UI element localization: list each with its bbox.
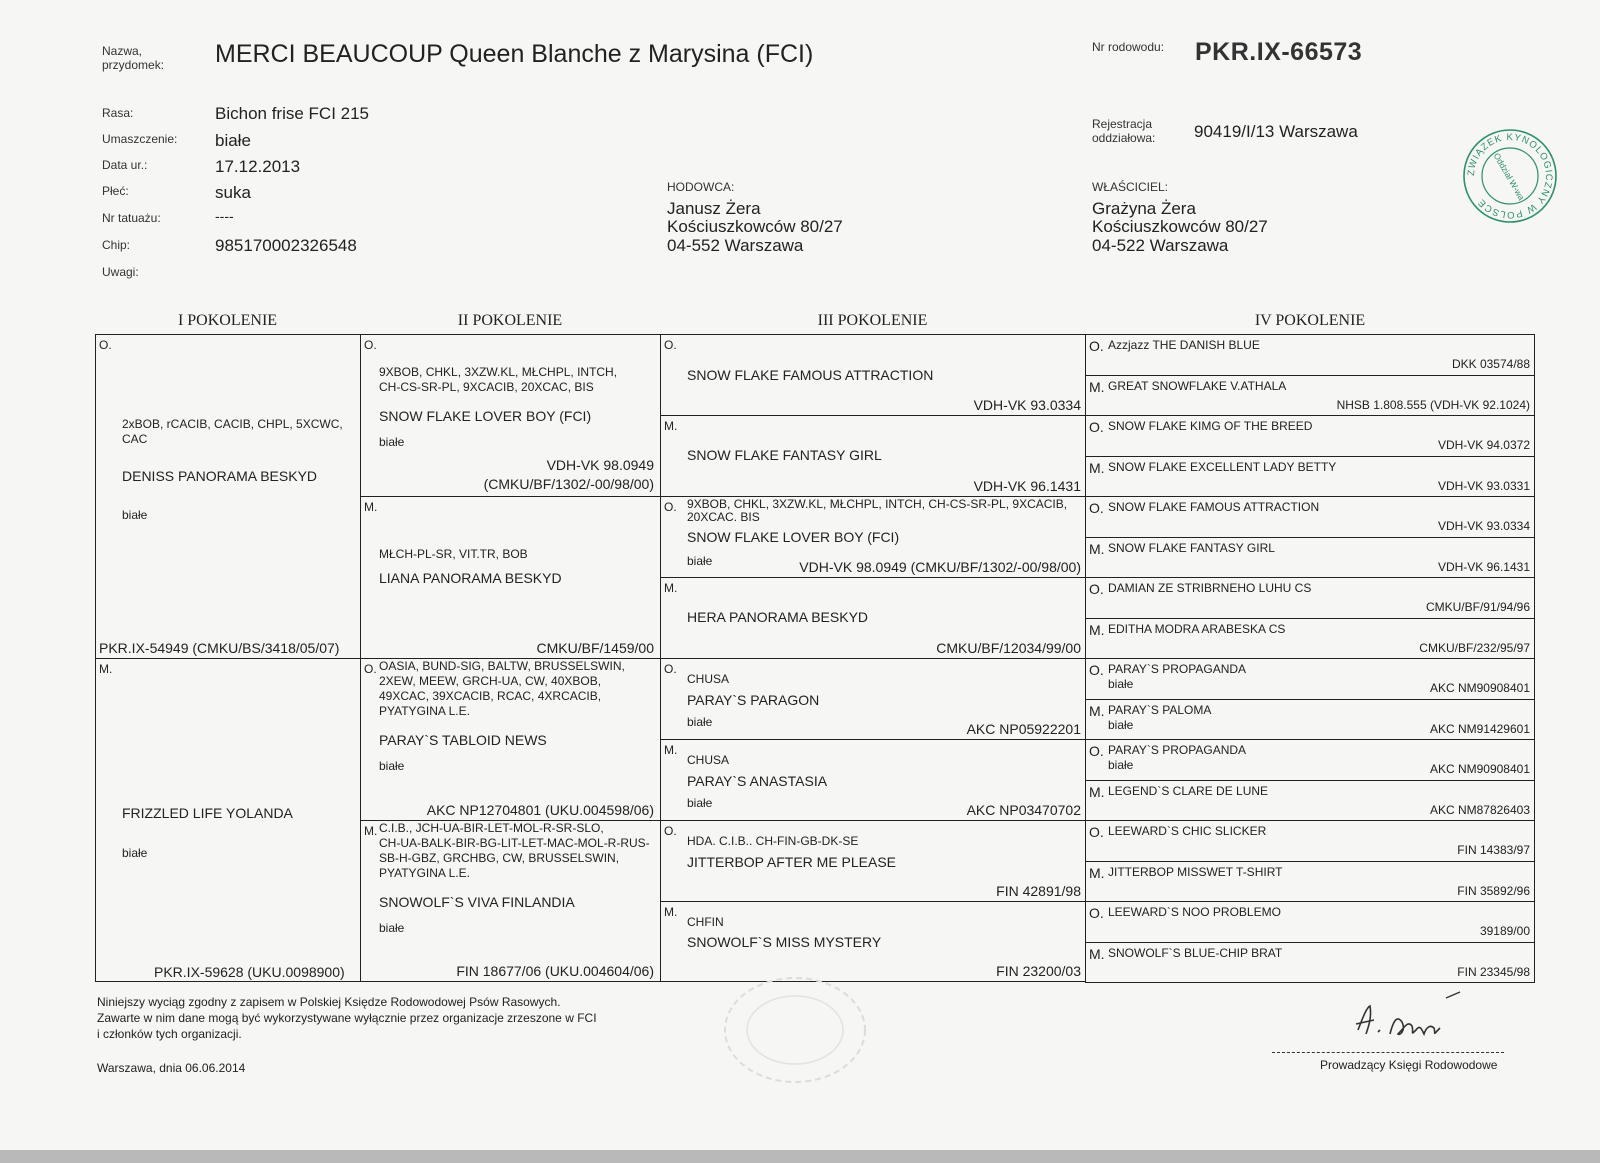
dog-registration: AKC NP03470702 — [966, 802, 1081, 818]
dog-name: GREAT SNOWFLAKE V.ATHALA — [1108, 379, 1287, 393]
dog-registration: NHSB 1.808.555 (VDH-VK 92.1024) — [1336, 398, 1530, 412]
name-label: Nazwa, przydomek: — [102, 44, 165, 72]
notes-label: Uwagi: — [102, 265, 139, 279]
gen3-heading: III POKOLENIE — [817, 312, 928, 329]
dog-registration: CMKU/BF/1459/00 — [536, 640, 654, 656]
chip-value: 985170002326548 — [215, 236, 357, 255]
owner-label: WŁAŚCICIEL: — [1092, 180, 1169, 194]
dog-name: PARAY`S PROPAGANDA — [1108, 743, 1247, 757]
gen3-cell-7 — [660, 820, 1086, 902]
breeder-street: Kościuszkowców 80/27 — [667, 217, 843, 236]
dog-titles: 9XBOB, CHKL, 3XZW.KL, MŁCHPL, INTCH, CH-CS-SR-PL, 9XCACIB, 20XCAC, BIS — [379, 365, 618, 394]
footer-line-2: Zawarte w nim dane mogą być wykorzystywane wyłącznie przez organizacje zrzeszone w FCI — [97, 1011, 597, 1025]
registration-value: 90419/I/13 Warszawa — [1194, 122, 1358, 141]
dog-registration: VDH-VK 96.1431 — [1437, 560, 1530, 574]
sex-marker: O. — [664, 338, 677, 352]
dog-registration: VDH-VK 93.0334 — [1437, 519, 1530, 533]
dog-color: białe — [379, 759, 405, 773]
dog-name: FRIZZLED LIFE YOLANDA — [122, 805, 293, 821]
dog-name: SNOW FLAKE KIMG OF THE BREED — [1108, 419, 1313, 433]
sex-marker: M. — [364, 500, 378, 514]
dog-name: JITTERBOP AFTER ME PLEASE — [687, 854, 897, 870]
dog-color: białe — [1108, 718, 1134, 732]
gen4-cell-14 — [1085, 861, 1535, 902]
dog-name: SNOWOLF`S VIVA FINLANDIA — [379, 894, 575, 910]
sex-marker: M. — [1089, 784, 1105, 800]
scan-border — [0, 1150, 1600, 1163]
sex-marker: O. — [1089, 581, 1104, 597]
sex-marker: O. — [1089, 338, 1104, 354]
dog-registration: FIN 23345/98 — [1457, 965, 1530, 979]
signature-line — [1272, 1052, 1504, 1053]
dog-registration: VDH-VK 98.0949 (CMKU/BF/1302/-00/98/00) — [799, 559, 1081, 575]
sex-marker: O. — [664, 500, 677, 514]
pedigree-number-label: Nr rodowodu: — [1092, 40, 1165, 54]
dog-registration: CMKU/BF/91/94/96 — [1425, 600, 1530, 614]
gen3-cell-3 — [660, 496, 1086, 578]
dog-registration: PKR.IX-59628 (UKU.0098900) — [154, 964, 345, 980]
sex-marker: M. — [1089, 541, 1105, 557]
sex-marker: M. — [664, 743, 678, 757]
dog-titles: C.I.B., JCH-UA-BIR-LET-MOL-R-SR-SLO, CH-UA-BALK-BIR-BG-LIT-LET-MAC-MOL-R-RUS- SB-H-GBZ, GRCHBG, CW, BRUSSELSWIN, PYATYGINA L.E. — [379, 821, 650, 880]
dog-color: białe — [687, 715, 713, 729]
dog-name: DAMIAN ZE STRIBRNEHO LUHU CS — [1108, 581, 1312, 595]
breed-value: Bichon frise FCI 215 — [215, 104, 370, 123]
sex-marker: O. — [364, 338, 377, 352]
dog-registration: CMKU/BF/12034/99/00 — [936, 640, 1081, 656]
dog-titles: 9XBOB, CHKL, 3XZW.KL, MŁCHPL, INTCH, CH-CS-SR-PL, 9XCACIB, 20XCAC. BIS — [687, 497, 1068, 524]
gen4-cell-13 — [1085, 820, 1535, 862]
gen4-heading: IV POKOLENIE — [1254, 312, 1366, 329]
gen4-cell-7 — [1085, 577, 1535, 619]
gen1-sire-cell — [95, 334, 361, 659]
dog-color: białe — [379, 435, 405, 449]
sex-marker: O. — [664, 662, 677, 676]
dog-registration: AKC NP12704801 (UKU.004598/06) — [426, 802, 654, 818]
sex-label: Płeć: — [102, 184, 129, 198]
sex-marker: O. — [1089, 419, 1104, 435]
sex-marker: O. — [1089, 662, 1104, 678]
dog-registration: VDH-VK 98.0949 — [546, 457, 654, 473]
color-label: Umaszczenie: — [102, 132, 178, 146]
dog-registration: 39189/00 — [1479, 924, 1530, 938]
dog-registration: AKC NM90908401 — [1429, 681, 1530, 695]
owner-street: Kościuszkowców 80/27 — [1092, 217, 1268, 236]
dog-name: SNOW FLAKE FANTASY GIRL — [687, 447, 882, 463]
gen2-heading: II POKOLENIE — [457, 312, 563, 329]
dog-registration: AKC NM87826403 — [1429, 803, 1530, 817]
gen4-cell-1 — [1085, 334, 1535, 376]
sex-marker: M. — [1089, 703, 1105, 719]
dog-registration: VDH-VK 94.0372 — [1437, 438, 1530, 452]
dog-registration: PKR.IX-54949 (CMKU/BS/3418/05/07) — [99, 640, 340, 656]
dog-name: PARAY`S TABLOID NEWS — [379, 732, 547, 748]
gen4-cell-16 — [1085, 942, 1535, 983]
gen3-cell-2 — [660, 415, 1086, 497]
dog-name: HERA PANORAMA BESKYD — [687, 609, 869, 625]
owner-city: 04-522 Warszawa — [1092, 236, 1229, 255]
gen4-cell-9 — [1085, 658, 1535, 700]
sex-marker: M. — [99, 662, 113, 676]
gen4-cell-10 — [1085, 699, 1535, 740]
dog-titles: MŁCH-PL-SR, VIT.TR, BOB — [379, 547, 528, 561]
sex-marker: M. — [1089, 379, 1105, 395]
dog-titles: CHUSA — [687, 672, 730, 686]
breeder-name: Janusz Żera — [667, 199, 761, 218]
dog-name: LEEWARD`S NOO PROBLEMO — [1108, 905, 1281, 919]
dog-name: SNOW FLAKE FANTASY GIRL — [1108, 541, 1275, 555]
dog-registration: VDH-VK 93.0334 — [973, 397, 1081, 413]
dog-titles: CHUSA — [687, 753, 730, 767]
dog-registration: FIN 23200/03 — [996, 963, 1081, 979]
gen4-cell-6 — [1085, 537, 1535, 578]
gen4-cell-4 — [1085, 456, 1535, 497]
dog-color: białe — [687, 554, 713, 568]
sex-marker: M. — [1089, 946, 1105, 962]
color-value: białe — [215, 131, 251, 150]
dog-registration: FIN 18677/06 (UKU.004604/06) — [456, 963, 654, 979]
sex-marker: M. — [1089, 865, 1105, 881]
gen4-cell-2 — [1085, 375, 1535, 416]
footer-line-3: i członków tych organizacji. — [97, 1027, 242, 1041]
embossed-seal — [720, 975, 870, 1085]
dog-titles: OASIA, BUND-SIG, BALTW, BRUSSELSWIN, 2XEW, MEEW, GRCH-UA, CW, 40XBOB, 49XCAC, 39XCACIB, RCAC, 4XRCACIB, PYATYGINA L.E. — [379, 659, 625, 718]
gen2-dam-dam-cell — [360, 820, 661, 982]
dog-registration: CMKU/BF/232/95/97 — [1419, 641, 1530, 655]
dog-titles: HDA. C.I.B.. CH-FIN-GB-DK-SE — [687, 834, 859, 848]
chip-label: Chip: — [102, 238, 131, 252]
breeder-label: HODOWCA: — [667, 180, 735, 194]
gen3-cell-6 — [660, 739, 1086, 821]
sex-marker: M. — [664, 581, 678, 595]
dog-registration: AKC NM91429601 — [1429, 722, 1530, 736]
dog-name: PARAY`S PROPAGANDA — [1108, 662, 1247, 676]
sex-marker: O. — [1089, 743, 1104, 759]
sex-marker: M. — [1089, 460, 1105, 476]
dog-color: białe — [122, 508, 148, 522]
gen4-cell-12 — [1085, 780, 1535, 821]
dog-name: SNOW FLAKE EXCELLENT LADY BETTY — [1108, 460, 1337, 474]
gen2-sire-sire-cell — [360, 334, 661, 497]
gen4-cell-3 — [1085, 415, 1535, 457]
dog-name: LIANA PANORAMA BESKYD — [379, 570, 562, 586]
breeder-city: 04-552 Warszawa — [667, 236, 804, 255]
sex-marker: M. — [664, 419, 678, 433]
dog-name: PARAY`S ANASTASIA — [687, 773, 828, 789]
tattoo-label: Nr tatuażu: — [102, 211, 161, 225]
tattoo-value: ---- — [215, 208, 234, 224]
dog-name: DENISS PANORAMA BESKYD — [122, 468, 318, 484]
sex-marker: M. — [1089, 622, 1105, 638]
gen4-cell-5 — [1085, 496, 1535, 538]
gen1-dam-cell — [95, 658, 361, 982]
dog-titles: 2xBOB, rCACIB, CACIB, CHPL, 5XCWC, CAC — [122, 417, 343, 446]
gen2-sire-dam-cell — [360, 496, 661, 659]
dog-registration: VDH-VK 96.1431 — [973, 478, 1081, 494]
dog-registration-alt: (CMKU/BF/1302/-00/98/00) — [483, 476, 654, 492]
gen3-cell-8 — [660, 901, 1086, 982]
dog-name: PARAY`S PARAGON — [687, 692, 820, 708]
pedigree-number: PKR.IX-66573 — [1195, 38, 1363, 66]
dob-value: 17.12.2013 — [215, 157, 301, 176]
dog-color: białe — [687, 796, 713, 810]
dog-color: białe — [1108, 677, 1134, 691]
sex-marker: O. — [1089, 905, 1104, 921]
dog-color: białe — [379, 921, 405, 935]
stamp-ring-text: ZWIĄZEK KYNOLOGICZNY W POLSCE — [1465, 131, 1555, 221]
sex-marker: O. — [364, 662, 377, 676]
gen3-cell-5 — [660, 658, 1086, 740]
sex-marker: M. — [664, 905, 678, 919]
dog-registration: DKK 03574/88 — [1451, 357, 1530, 371]
sex-value: suka — [215, 183, 251, 202]
gen4-cell-11 — [1085, 739, 1535, 781]
gen4-cell-8 — [1085, 618, 1535, 659]
sex-marker: O. — [664, 824, 677, 838]
dog-name: LEEWARD`S CHIC SLICKER — [1108, 824, 1267, 838]
sex-marker: O. — [1089, 824, 1104, 840]
dog-registration: FIN 42891/98 — [996, 883, 1081, 899]
dog-name: Azzjazz THE DANISH BLUE — [1108, 338, 1260, 352]
dog-name: PARAY`S PALOMA — [1108, 703, 1212, 717]
place-and-date: Warszawa, dnia 06.06.2014 — [97, 1061, 246, 1075]
dog-name: SNOW FLAKE LOVER BOY (FCI) — [379, 408, 592, 424]
registration-label: Rejestracja oddziałowa: — [1092, 117, 1156, 145]
dog-name: SNOW FLAKE FAMOUS ATTRACTION — [1108, 500, 1320, 514]
dog-name: SNOWOLF`S BLUE-CHIP BRAT — [1108, 946, 1283, 960]
dog-name: SNOWOLF`S MISS MYSTERY — [687, 934, 882, 950]
stamp-center-text: Oddział W-wa — [1491, 151, 1527, 202]
signature-image — [1350, 990, 1480, 1050]
sex-marker: M. — [364, 824, 378, 838]
dog-registration: AKC NP05922201 — [966, 721, 1081, 737]
dog-name: MERCI BEAUCOUP Queen Blanche z Marysina (FCI) — [215, 40, 814, 68]
gen3-cell-4 — [660, 577, 1086, 659]
dog-name: SNOW FLAKE LOVER BOY (FCI) — [687, 529, 900, 545]
sex-marker: O. — [1089, 500, 1104, 516]
dog-name: JITTERBOP MISSWET T-SHIRT — [1108, 865, 1283, 879]
sex-marker: O. — [99, 338, 112, 352]
dog-name: LEGEND`S CLARE DE LUNE — [1108, 784, 1269, 798]
dob-label: Data ur.: — [102, 158, 148, 172]
dog-registration: FIN 14383/97 — [1457, 843, 1530, 857]
dog-registration: AKC NM90908401 — [1429, 762, 1530, 776]
dog-name: EDITHA MODRA ARABESKA CS — [1108, 622, 1286, 636]
owner-name: Grażyna Żera — [1092, 199, 1196, 218]
breed-label: Rasa: — [102, 106, 134, 120]
dog-registration: VDH-VK 93.0331 — [1437, 479, 1530, 493]
dog-color: białe — [1108, 758, 1134, 772]
footer-line-1: Niniejszy wyciąg zgodny z zapisem w Polskiej Księdze Rodowodowej Psów Rasowych. — [97, 995, 561, 1009]
association-stamp — [1460, 126, 1560, 226]
signature-caption: Prowadzący Księgi Rodowodowe — [1320, 1058, 1498, 1072]
dog-name: SNOW FLAKE FAMOUS ATTRACTION — [687, 367, 934, 383]
dog-titles: CHFIN — [687, 915, 724, 929]
gen4-cell-15 — [1085, 901, 1535, 943]
gen2-dam-sire-cell — [360, 658, 661, 821]
gen1-heading: I POKOLENIE — [177, 312, 278, 329]
dog-color: białe — [122, 846, 148, 860]
gen3-cell-1 — [660, 334, 1086, 416]
dog-registration: FIN 35892/96 — [1457, 884, 1530, 898]
